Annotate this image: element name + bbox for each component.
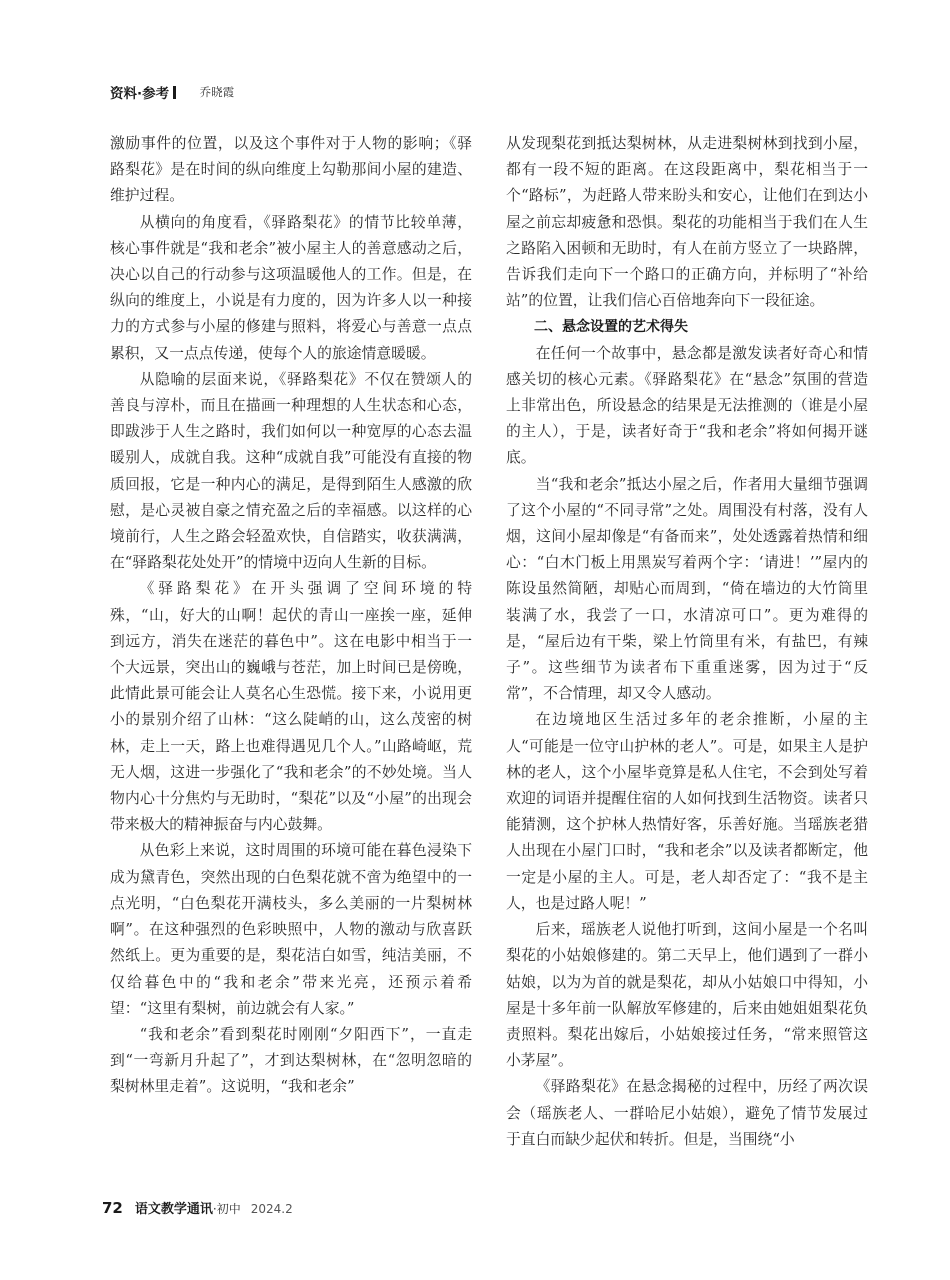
paragraph: 当“我和老余”抵达小屋之后，作者用大量细节强调了这个小屋的“不同寻常”之处。周围没有村落，没有人烟，这间小屋却像是“有备而来”，处处透露着热情和细心：“白木门板上用黑炭写着两个字：‘请进！’”屋内的陈设虽然简陋，却贴心而周到，“倚在墙边的大竹筒里装满了水，我尝了一口，水清凉可口”。更为难得的是，“屋后边有干柴，梁上竹筒里有米，有盐巴，有辣子”。这些细节为读者布下重重迷雾，因为过于“反常”，不合情理，却又令人感动。	[506, 475, 868, 703]
paragraph: 在任何一个故事中，悬念都是激发读者好奇心和情感关切的核心元素。《驿路梨花》在“悬念”氛围的营造上非常出色，所设悬念的结果是无法推测的（谁是小屋的主人），于是，读者好奇于“我和老余”将如何揭开谜底。	[506, 344, 868, 467]
left-column	[110, 131, 472, 1101]
paragraph: 后来，瑶族老人说他打听到，这间小屋是一个名叫梨花的小姑娘修建的。第二天早上，他们遇到了一群小姑娘，以为为首的就是梨花，却从小姑娘口中得知，小屋是十多年前一队解放军修建的，后来由她姐姐梨花负责照料。梨花出嫁后，小姑娘接过任务，“常来照管这小茅屋”。	[506, 921, 868, 1070]
right-column	[506, 131, 868, 1153]
paragraph: 从色彩上来说，这时周围的环境可能在暮色浸染下成为黛青色，突然出现的白色梨花就不啻为绝望中的一点光明，“白色梨花开满枝头，多么美丽的一片梨树林啊”。在这种强烈的色彩映照中，人物的激动与欣喜跃然纸上。更为重要的是，梨花洁白如雪，纯洁美丽，不仅给暮色中的“我和老余”带来光亮，还预示着希望：“这里有梨树，前边就会有人家。”	[110, 842, 472, 1017]
section-heading: 二、悬念设置的艺术得失	[534, 319, 688, 336]
header-divider-bar	[173, 86, 176, 99]
journal-issue: 2024.2	[250, 1202, 293, 1216]
paragraph: 《驿路梨花》在开头强调了空间环境的特殊，“山，好大的山啊！起伏的青山一座挨一座，延伸到远方，消失在迷茫的暮色中”。这在电影中相当于一个大远景，突出山的巍峨与苍茫，加上时间已是傍晚，此情此景可能会让人莫名心生恐慌。接下来，小说用更小的景别介绍了山林：“这么陡峭的山，这么茂密的树林，走上一天，路上也难得遇见几个人。”山路崎岖，荒无人烟，这进一步强化了“我和老余”的不妙处境。当人物内心十分焦灼与无助时，“梨花”以及“小屋”的出现会带来极大的精神振奋与内心鼓舞。	[110, 580, 472, 834]
author-name: 乔晓霞	[199, 85, 235, 99]
paragraph: 《驿路梨花》在悬念揭秘的过程中，历经了两次误会（瑶族老人、一群哈尼小姑娘），避免了情节发展过于直白而缺少起伏和转折。但是，当围绕“小	[506, 1078, 868, 1148]
journal-level: ·初中	[212, 1202, 241, 1216]
paragraph: 从横向的角度看，《驿路梨花》的情节比较单薄，核心事件就是“我和老余”被小屋主人的善意感动之后，决心以自己的行动参与这项温暖他人的工作。但是，在纵向的维度上，小说是有力度的，因为许多人以一种接力的方式参与小屋的修建与照料，将爱心与善意一点点累积，又一点点传递，使每个人的旅途情意暖暖。	[110, 213, 472, 362]
paragraph: 激励事件的位置，以及这个事件对于人物的影响；《驿路梨花》是在时间的纵向维度上勾勒那间小屋的建造、维护过程。	[110, 135, 472, 205]
running-header	[110, 82, 234, 102]
page-number: 72	[102, 1199, 123, 1217]
paragraph: 从隐喻的层面来说，《驿路梨花》不仅在赞颂人的善良与淳朴，而且在描画一种理想的人生状态和心态，即跋涉于人生之路时，我们如何以一种宽厚的心态去温暖别人，成就自我。这种“成就自我”可能没有直接的物质回报，它是一种内心的满足，是得到陌生人感激的欣慰，是心灵被自豪之情充盈之后的幸福感。以这样的心境前行，人生之路会轻盈欢快，自信踏实，收获满满，在“驿路梨花处处开”的情境中迈向人生新的目标。	[110, 370, 472, 572]
page-footer	[102, 1198, 293, 1217]
paragraph: 在边境地区生活过多年的老余推断，小屋的主人“可能是一位守山护林的老人”。可是，如果主人是护林的老人，这个小屋毕竟算是私人住宅，不会到处写着欢迎的词语并提醒住宿的人如何找到生活物资。读者只能猜测，这个护林人热情好客，乐善好施。当瑶族老猎人出现在小屋门口时，“我和老余”以及读者都断定，他一定是小屋的主人。可是，老人却否定了：“我不是主人，也是过路人呢！”	[506, 711, 868, 912]
journal-name: 语文教学通讯	[134, 1202, 213, 1217]
paragraph: 从发现梨花到抵达梨树林，从走进梨树林到找到小屋，都有一段不短的距离。在这段距离中，梨花相当于一个“路标”，为赶路人带来盼头和安心，让他们在到达小屋之前忘却疲惫和恐惧。梨花的功能相当于我们在人生之路陷入困顿和无助时，有人在前方竖立了一块路牌，告诉我们走向下一个路口的正确方向，并标明了“补给站”的位置，让我们信心百倍地奔向下一段征途。	[506, 135, 868, 310]
section-label: 资料·参考	[110, 86, 170, 102]
paragraph: “我和老余”看到梨花时刚刚“夕阳西下”，一直走到“一弯新月升起了”，才到达梨树林，在“忽明忽暗的梨树林里走着”。这说明，“我和老余”	[110, 1025, 472, 1096]
